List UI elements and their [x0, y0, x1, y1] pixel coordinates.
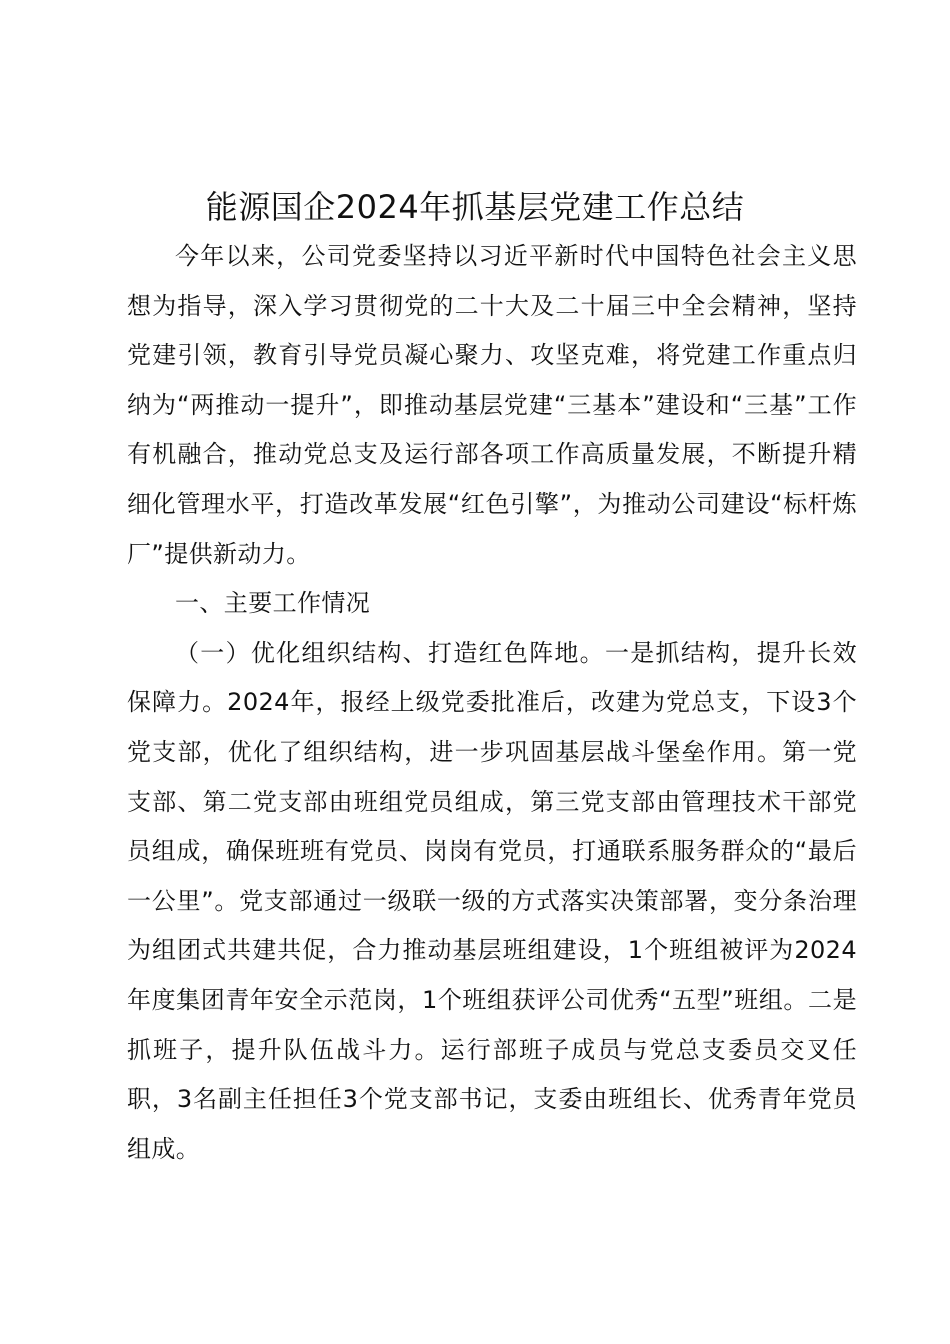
intro-paragraph: 今年以来，公司党委坚持以习近平新时代中国特色社会主义思想为指导，深入学习贯彻党的二十大及二十届三中全会精神，坚持党建引领，教育引导党员凝心聚力、攻坚克难，将党建工作重点归纳为“两推动一提升”，即推动基层党建“三基本”建设和“三基”工作有机融合，推动党总支及运行部各项工作高质量发展，不断提升精细化管理水平，打造改革发展“红色引擎”，为推动公司建设“标杆炼厂”提供新动力。 — [127, 242, 857, 568]
section-paragraph: （一）优化组织结构、打造红色阵地。一是抓结构，提升长效保障力。2024年，报经上级党委批准后，改建为党总支，下设3个党支部，优化了组织结构，进一步巩固基层战斗堡垒作用。第一党支部、第二党支部由班组党员组成，第三党支部由管理技术干部党员组成，确保班班有党员、岗岗有党员，打通联系服务群众的“最后一公里”。党支部通过一级联一级的方式落实决策部署，变分条治理为组团式共建共促，合力推动基层班组建设，1个班组被评为2024年度集团青年安全示范岗，1个班组获评公司优秀“五型”班组。二是抓班子，提升队伍战斗力。运行部班子成员与党总支委员交叉任职，3名副主任担任3个党支部书记，支委由班组长、优秀青年党员组成。 — [127, 638, 857, 1163]
section-heading: 一、主要工作情况 — [175, 589, 371, 618]
document-title: 能源国企2024年抓基层党建工作总结 — [205, 188, 745, 226]
document-body — [127, 232, 857, 1174]
